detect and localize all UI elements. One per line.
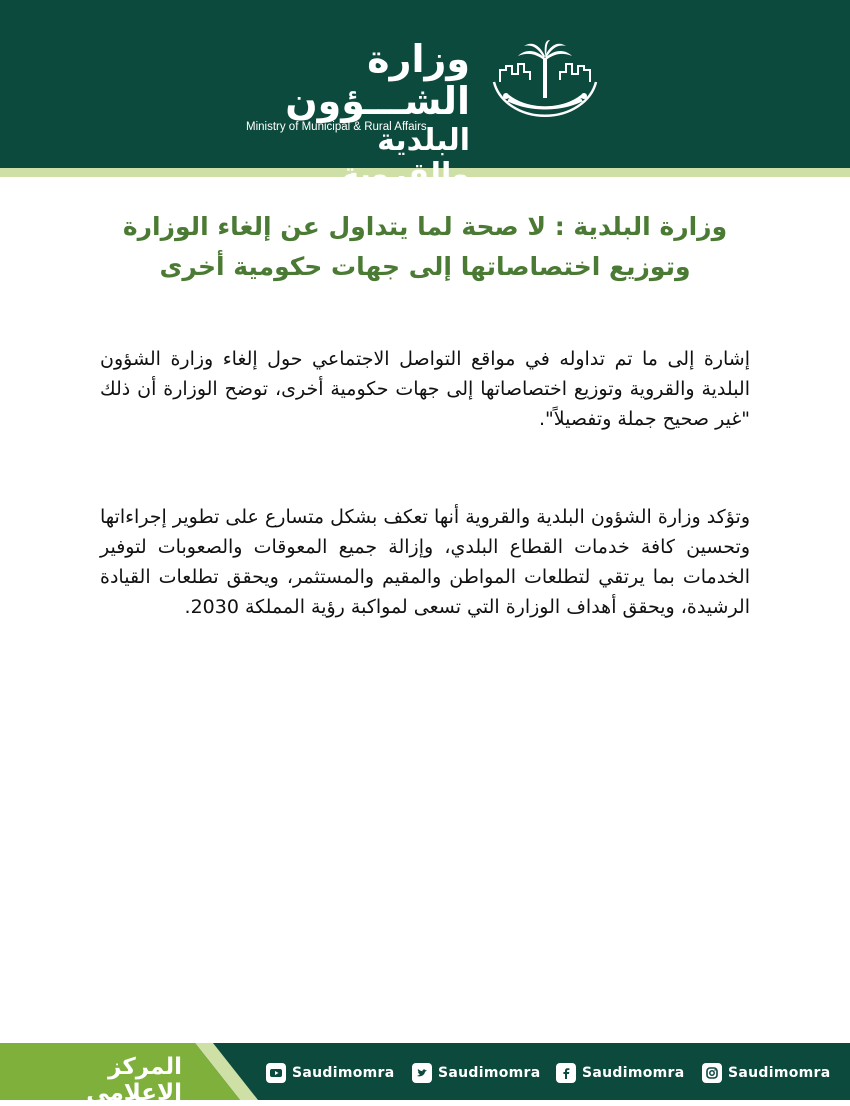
ministry-name-line2: البلدية والقروية [341,123,470,192]
facebook-icon [556,1063,576,1083]
article-paragraph-2: وتؤكد وزارة الشؤون البلدية والقروية أنها تعكف بشكل متسارع على تطوير إجراءاتها وتحسين كافة خدمات القطاع البلدي، وإزالة جميع المعوقات والصعوبات لتوفير الخدمات بما يرتقي لتطلعات المواطن والمقيم والمستثمر، ويحقق تطلعات القيادة الرشيدة، ويحقق أهداف الوزارة التي تسعى لمواكبة رؤية المملكة 2030. [100,506,750,618]
ministry-logo-text [240,38,470,192]
media-center-label: المركز الإعلامي [86,1054,182,1106]
article-title: وزارة البلدية : لا صحة لما يتداول عن إلغاء الوزارة وتوزيع اختصاصاتها إلى جهات حكومية أخرى [122,212,728,281]
article-paragraph-1: إشارة إلى ما تم تداوله في مواقع التواصل الاجتماعي حول إلغاء وزارة الشؤون البلدية والقروية وتوزيع اختصاصاتها إلى جهات حكومية أخرى، توضح الوزارة أن ذلك "غير صحيح جملة وتفصيلاً". [100,348,750,430]
social-handle: Saudimomra [292,1065,395,1081]
social-facebook[interactable] [556,1062,684,1084]
instagram-icon [702,1063,722,1083]
social-handle: Saudimomra [582,1065,685,1081]
social-youtube[interactable] [266,1062,394,1084]
ministry-name-english: Ministry of Municipal & Rural Affairs [246,121,427,133]
social-handle: Saudimomra [438,1065,541,1081]
social-instagram[interactable] [702,1062,830,1084]
social-handle: Saudimomra [728,1065,831,1081]
palm-swords-emblem-icon [486,40,604,132]
twitter-icon [412,1063,432,1083]
social-twitter[interactable] [412,1062,540,1084]
youtube-icon [266,1063,286,1083]
ministry-name-line1: وزارة الشـــؤون [285,37,470,123]
